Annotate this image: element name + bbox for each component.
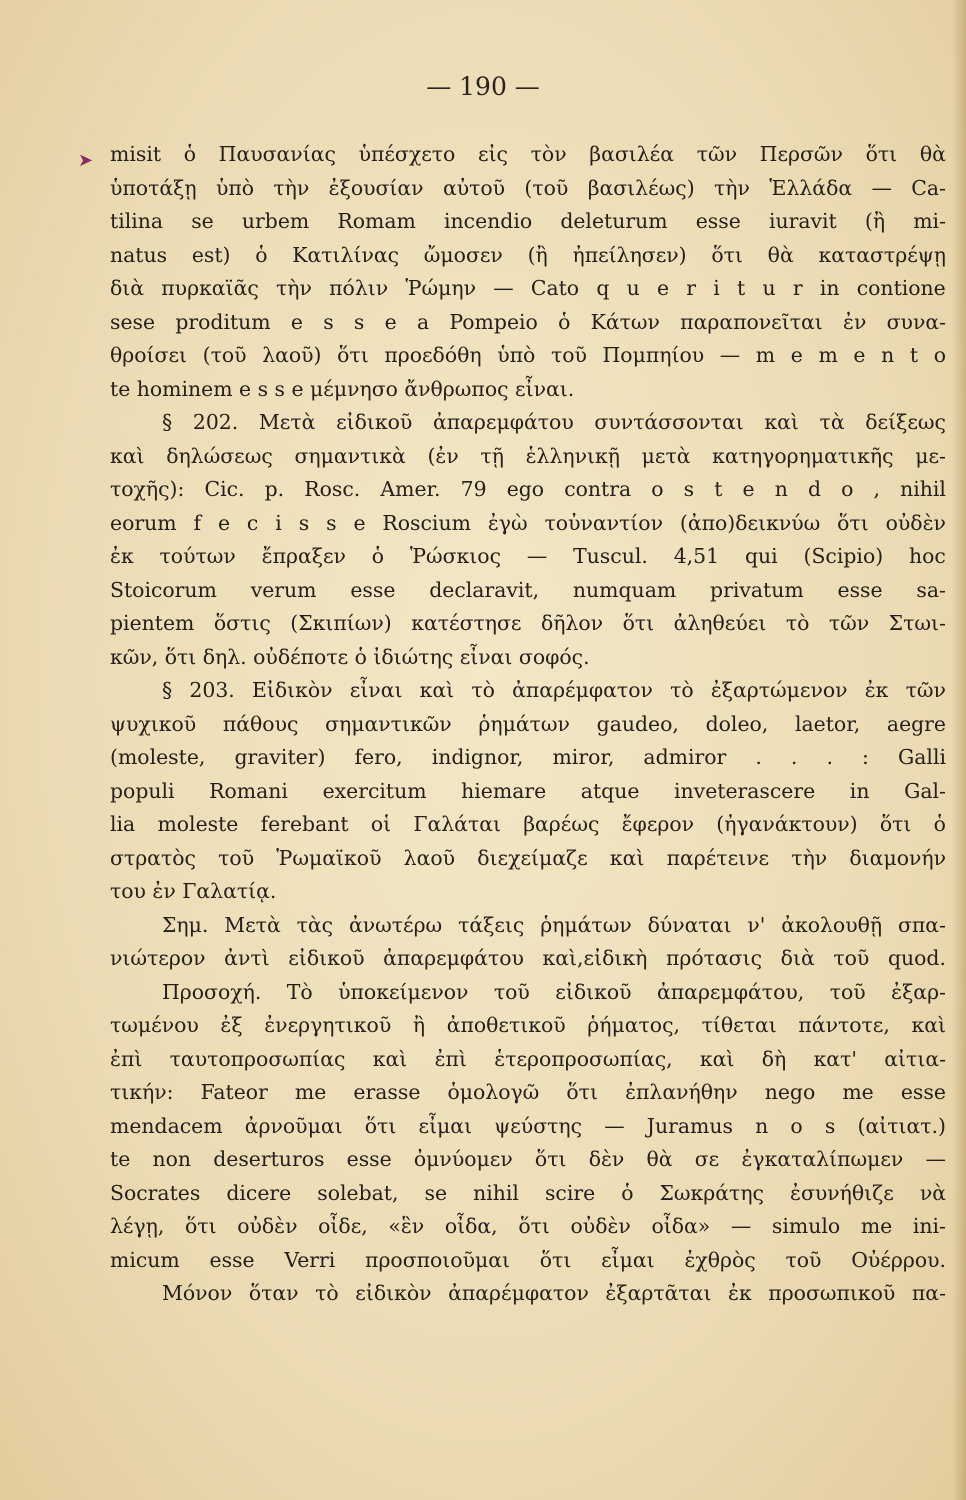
text-line: eorum f e c i s s e Roscium ἐγὼ τοὐναντίον (ἀπο)δεικνύω ὅτι οὐδὲν [110, 510, 946, 535]
text-line: (moleste, graviter) fero, indignor, miror, admiror . . . : Galli [110, 745, 946, 769]
section-203-heading: § 203. Εἰδικὸν εἶναι καὶ τὸ ἀπαρέμφατον τὸ ἐξαρτώμενον ἐκ τῶν [162, 678, 946, 702]
text-line: ἐπὶ ταυτοπροσωπίας καὶ ἐπὶ ἑτεροπροσωπίας, καὶ δὴ κατ' αἰτια- [110, 1046, 946, 1071]
text-line: mendacem ἀρνοῦμαι ὅτι εἶμαι ψεύστης — Juramus n o s (αἰτιατ.) [110, 1113, 946, 1138]
text-line: misit ὁ Παυσανίας ὑπέσχετο εἰς τὸν βασιλέα τῶν Περσῶν ὅτι θὰ [110, 142, 946, 166]
text-line: θροίσει (τοῦ λαοῦ) ὅτι προεδόθη ὑπὸ τοῦ Πομπηίου — m e m e n t o [110, 343, 946, 367]
page-number: — 190 — [426, 72, 540, 101]
text-line: Μόνον ὅταν τὸ εἰδικὸν ἀπαρέμφατον ἐξαρτᾶται ἐκ προσωπικοῦ πα- [162, 1281, 946, 1305]
text-line: διὰ πυρκαϊᾶς τὴν πόλιν Ῥώμην — Cato q u e r i t u r in contione [110, 276, 946, 300]
text-line: ὑποτάξῃ ὑπὸ τὴν ἐξουσίαν αὐτοῦ (τοῦ βασιλέως) τὴν Ἑλλάδα — Ca- [110, 175, 946, 200]
text-line: κῶν, ὅτι δηλ. οὐδέποτε ὁ ἰδιώτης εἶναι σοφός. [110, 644, 590, 669]
text-line: τοχῆς): Cic. p. Rosc. Amer. 79 ego contra o s t e n d o , nihil [110, 477, 946, 501]
text-line: ψυχικοῦ πάθους σημαντικῶν ῥημάτων gaudeo, doleo, laetor, aegre [110, 711, 946, 736]
text-line: λέγῃ, ὅτι οὐδὲν οἶδε, «ἓν οἶδα, ὅτι οὐδὲν οἶδα» — simulo me ini- [110, 1214, 946, 1238]
section-202-heading: § 202. Μετὰ εἰδικοῦ ἀπαρεμφάτου συντάσσονται καὶ τὰ δείξεως [162, 410, 946, 434]
text-line: populi Romani exercitum hiemare atque inveterascere in Gal- [110, 778, 946, 803]
text-line: Socrates dicere solebat, se nihil scire ὁ Σωκράτης ἐσυνήθιζε νὰ [110, 1180, 946, 1205]
text-line: νιώτερον ἀντὶ εἰδικοῦ ἀπαρεμφάτου καὶ,εἰδικὴ πρότασις διὰ τοῦ quod. [110, 946, 946, 970]
margin-arrow-mark: ➤ [78, 150, 94, 171]
text-line: tilina se urbem Romam incendio deleturum esse iuravit (ἢ mi- [110, 209, 946, 233]
page-edge-shadow [952, 0, 966, 1500]
text-line: te hominem e s s e μέμνησο ἄνθρωπος εἶναι. [110, 376, 575, 401]
text-line: καὶ δηλώσεως σημαντικὰ (ἐν τῇ ἑλληνικῇ μετὰ κατηγορηματικῆς με- [110, 443, 946, 468]
text-line: sese proditum e s s e a Pompeio ὁ Κάτων παραπονεῖται ἐν συνα- [110, 309, 946, 334]
text-line: ἐκ τούτων ἔπραξεν ὁ Ῥώσκιος — Tuscul. 4,51 qui (Scipio) hoc [110, 544, 946, 568]
text-line: micum esse Verri προσποιοῦμαι ὅτι εἶμαι ἐχθρὸς τοῦ Οὐέρρου. [110, 1247, 946, 1272]
text-line: Stoicorum verum esse declaravit, numquam privatum esse sa- [110, 577, 946, 602]
note-line: Σημ. Μετὰ τὰς ἀνωτέρω τάξεις ῥημάτων δύναται ν' ἀκολουθῇ σπα- [162, 912, 946, 937]
text-line: τικήν: Fateor me erasse ὁμολογῶ ὅτι ἐπλανήθην nego me esse [110, 1080, 946, 1104]
text-line: τωμένου ἐξ ἐνεργητικοῦ ἢ ἀποθετικοῦ ῥήματος, τίθεται πάντοτε, καὶ [110, 1013, 946, 1037]
text-line: pientem ὅστις (Σκιπίων) κατέστησε δῆλον ὅτι ἀληθεύει τὸ τῶν Στωι- [110, 611, 946, 635]
attention-line: Προσοχή. Τὸ ὑποκείμενον τοῦ εἰδικοῦ ἀπαρεμφάτου, τοῦ ἐξαρ- [162, 979, 946, 1004]
text-line: lia moleste ferebant οἱ Γαλάται βαρέως ἔφερον (ἠγανάκτουν) ὅτι ὁ [110, 812, 946, 836]
body-text [110, 138, 946, 1311]
text-line: του ἐν Γαλατίᾳ. [110, 879, 277, 903]
text-line: te non deserturos esse ὀμνύομεν ὅτι δὲν θὰ σε ἐγκαταλίπωμεν — [110, 1147, 946, 1171]
text-line: στρατὸς τοῦ Ῥωμαϊκοῦ λαοῦ διεχείμαζε καὶ παρέτεινε τὴν διαμονήν [110, 845, 946, 870]
text-line: natus est) ὁ Κατιλίνας ὤμοσεν (ἢ ἠπείλησεν) ὅτι θὰ καταστρέψῃ [110, 242, 946, 267]
